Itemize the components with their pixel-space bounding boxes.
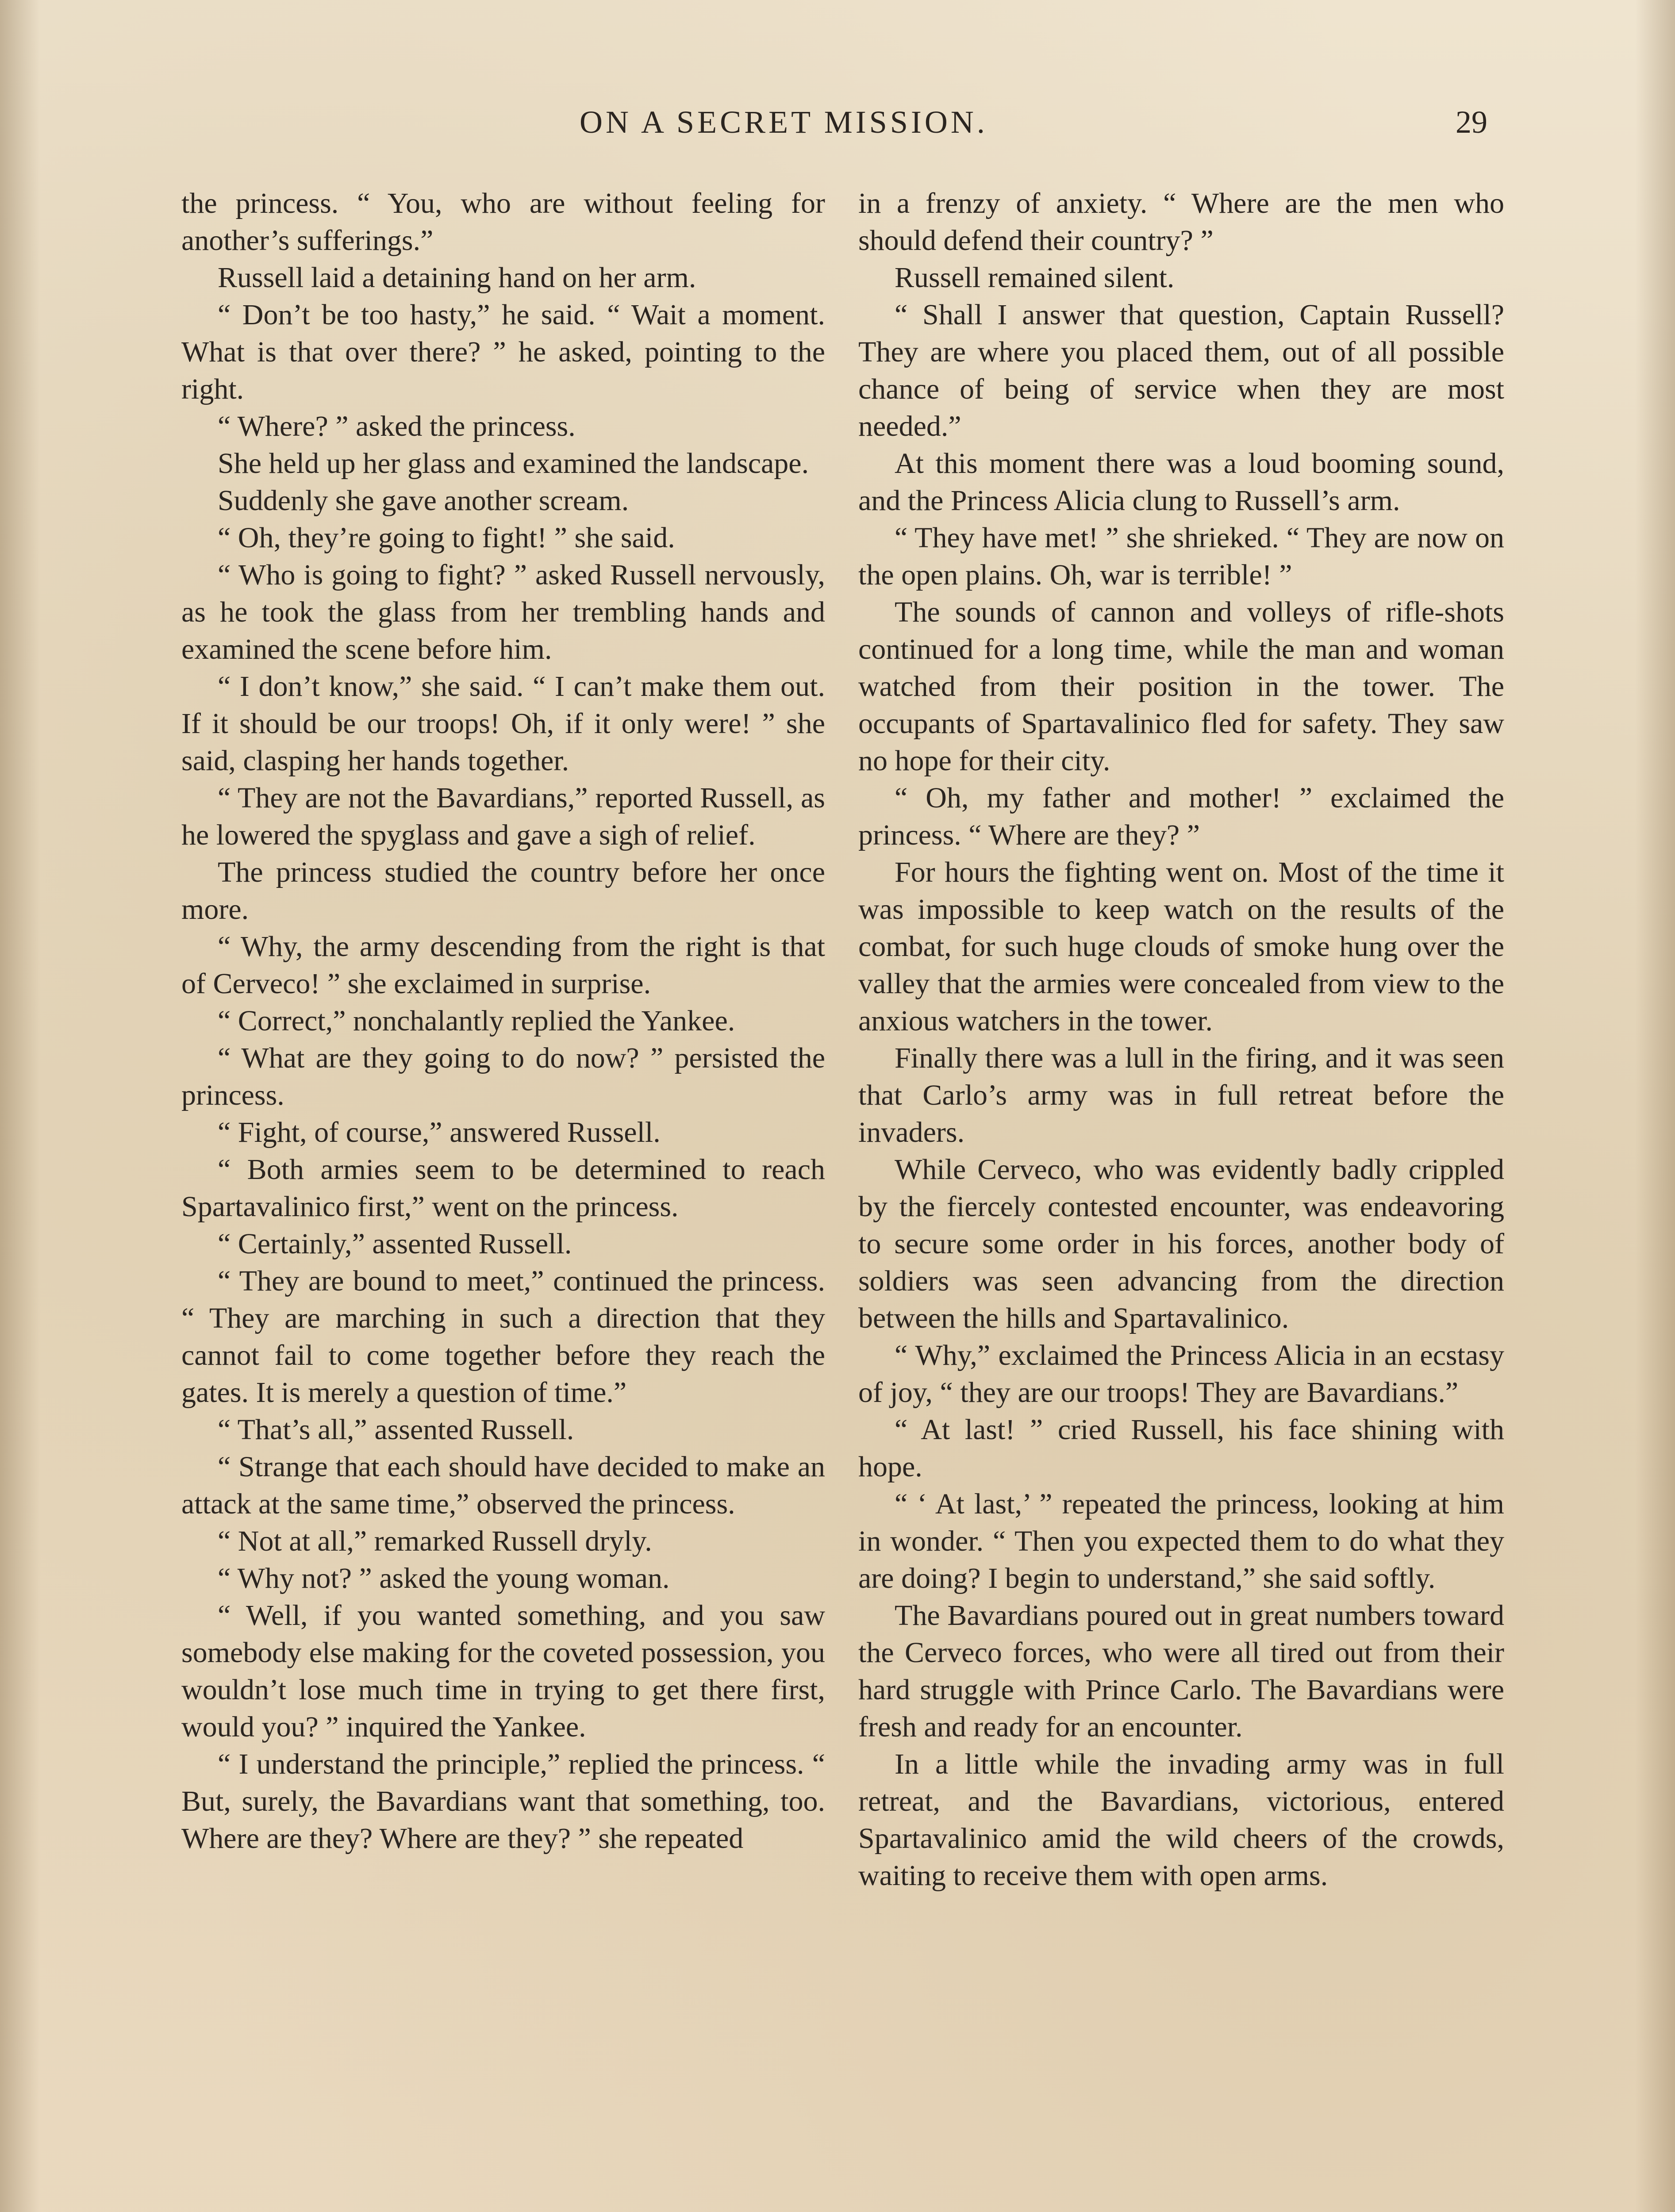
paragraph-continued: in a frenzy of anxiety. “ Where are the men who should defend their country? ” bbox=[858, 187, 1504, 257]
page-edge-shadow-right bbox=[1635, 0, 1675, 2212]
paragraph: Russell laid a detaining hand on her arm. bbox=[218, 261, 696, 294]
paragraph: The princess studied the country before her once more. bbox=[181, 856, 825, 926]
paragraph: For hours the fighting went on. Most of the time it was impossible to keep watch on the results of the combat, for such huge clouds of smoke hung over the valley that the armies were concealed from view to the anxious watchers in the tower. bbox=[858, 856, 1504, 1037]
paragraph: “ Well, if you wanted something, and you saw somebody else making for the coveted possession, you wouldn’t lose much time in trying to get there first, would you? ” inquired the Yankee. bbox=[181, 1599, 825, 1743]
paragraph: “ Why, the army descending from the right is that of Cerveco! ” she exclaimed in surprise. bbox=[181, 930, 825, 1000]
paragraph: “ Correct,” nonchalantly replied the Yankee. bbox=[218, 1005, 735, 1037]
paragraph: While Cerveco, who was evidently badly crippled by the fiercely contested encounter, was endeavoring to secure some order in his forces, another body of soldiers was seen advancing from the direction between the hills and Spartavalinico. bbox=[858, 1153, 1504, 1334]
paragraph: “ Oh, they’re going to fight! ” she said. bbox=[218, 522, 675, 554]
paragraph: “ They are not the Bavardians,” reported Russell, as he lowered the spyglass and gave a sigh of relief. bbox=[181, 782, 825, 851]
paragraph: “ Why not? ” asked the young woman. bbox=[218, 1562, 670, 1594]
paragraph: The Bavardians poured out in great numbers toward the Cerveco forces, who were all tired out from their hard struggle with Prince Carlo. The Bavardians were fresh and ready for an encounter. bbox=[858, 1599, 1504, 1743]
page-edge-shadow-left bbox=[0, 0, 40, 2212]
page-number: 29 bbox=[1456, 104, 1487, 140]
paragraph: “ Oh, my father and mother! ” exclaimed the princess. “ Where are they? ” bbox=[858, 782, 1504, 851]
paragraph: “ Where? ” asked the princess. bbox=[218, 410, 576, 442]
paragraph: “ Fight, of course,” answered Russell. bbox=[218, 1116, 661, 1148]
paragraph: “ Not at all,” remarked Russell dryly. bbox=[218, 1525, 652, 1557]
text-column-right bbox=[858, 185, 1504, 2212]
paragraph-continued: the princess. “ You, who are without feeling for another’s sufferings.” bbox=[181, 187, 825, 257]
paragraph: “ Who is going to fight? ” asked Russell nervously, as he took the glass from her trembling hands and examined the scene before him. bbox=[181, 559, 825, 665]
paragraph: In a little while the invading army was in full retreat, and the Bavardians, victorious, entered Spartavalinico amid the wild cheers of the crowds, waiting to receive them with open arms. bbox=[858, 1748, 1504, 1892]
paragraph: “ Don’t be too hasty,” he said. “ Wait a moment. What is that over there? ” he asked, pointing to the right. bbox=[181, 299, 825, 405]
running-title: ON A SECRET MISSION. bbox=[580, 104, 988, 140]
paragraph: Suddenly she gave another scream. bbox=[218, 484, 629, 517]
paragraph: The sounds of cannon and volleys of rifle-shots continued for a long time, while the man and woman watched from their position in the tower. The occupants of Spartavalinico fled for safety. They saw no hope for their city. bbox=[858, 596, 1504, 777]
paragraph: She held up her glass and examined the landscape. bbox=[218, 447, 809, 480]
running-head bbox=[0, 104, 1675, 157]
paragraph: “ Strange that each should have decided to make an attack at the same time,” observed the princess. bbox=[181, 1451, 825, 1520]
paragraph: “ What are they going to do now? ” persisted the princess. bbox=[181, 1042, 825, 1111]
paragraph: “ At last! ” cried Russell, his face shining with hope. bbox=[858, 1413, 1504, 1483]
paragraph: “ They are bound to meet,” continued the princess. “ They are marching in such a direction that they cannot fail to come together before they reach the gates. It is merely a question of time.” bbox=[181, 1265, 825, 1409]
paragraph: “ Shall I answer that question, Captain Russell? They are where you placed them, out of all possible chance of being of service when they are most needed.” bbox=[858, 299, 1504, 442]
paragraph: “ Both armies seem to be determined to reach Spartavalinico first,” went on the princess. bbox=[181, 1153, 825, 1223]
paragraph: Russell remained silent. bbox=[895, 261, 1175, 294]
paragraph: At this moment there was a loud booming sound, and the Princess Alicia clung to Russell’s arm. bbox=[858, 447, 1504, 517]
paragraph: “ I understand the principle,” replied the princess. “ But, surely, the Bavardians want that something, too. Where are they? Where are they? ” she repeated bbox=[181, 1748, 825, 1855]
paragraph: “ Certainly,” assented Russell. bbox=[218, 1228, 572, 1260]
paragraph: “ They have met! ” she shrieked. “ They are now on the open plains. Oh, war is terrible! ” bbox=[858, 522, 1504, 591]
text-column-left bbox=[181, 185, 825, 2212]
paragraph: “ Why,” exclaimed the Princess Alicia in an ecstasy of joy, “ they are our troops! They are Bavardians.” bbox=[858, 1339, 1504, 1409]
paragraph: “ ‘ At last,’ ” repeated the princess, looking at him in wonder. “ Then you expected them to do what they are doing? I begin to understand,” she said softly. bbox=[858, 1488, 1504, 1594]
paragraph: “ I don’t know,” she said. “ I can’t make them out. If it should be our troops! Oh, if it only were! ” she said, clasping her hands together. bbox=[181, 670, 825, 777]
paragraph: “ That’s all,” assented Russell. bbox=[218, 1413, 574, 1446]
paragraph: Finally there was a lull in the firing, and it was seen that Carlo’s army was in full retreat before the invaders. bbox=[858, 1042, 1504, 1148]
